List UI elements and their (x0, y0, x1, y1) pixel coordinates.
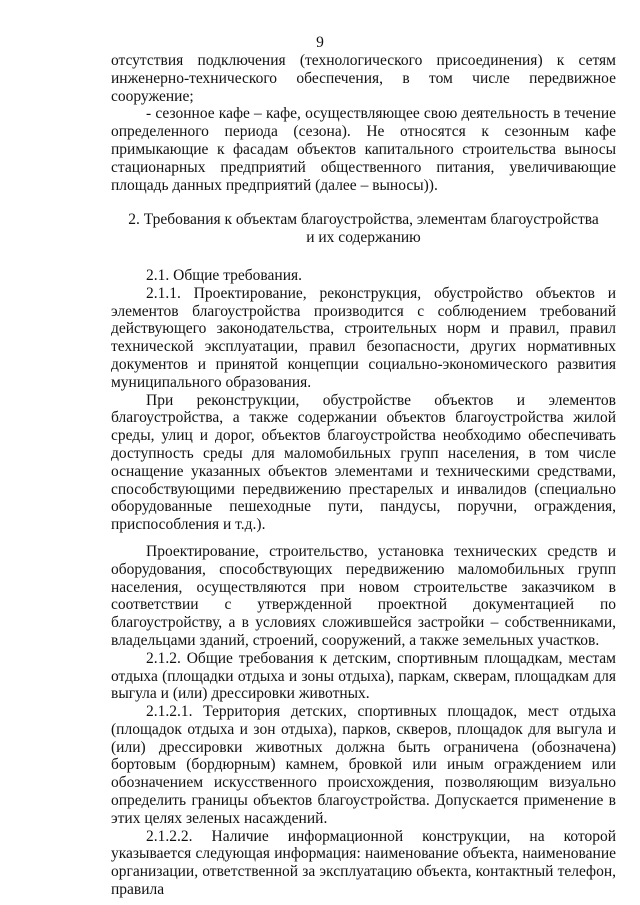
document-body (111, 52, 616, 899)
section-heading-line-2: и их содержанию (306, 229, 421, 247)
paragraph-2-1-2: 2.1.2. Общие требования к детским, спортивным площадкам, местам отдыха (площадки отдыха и зоны отдыха), паркам, скверам, площадкам для выгула и (или) дрессировки животных. (111, 649, 616, 703)
paragraph-design-construction: Проектирование, строительство, установка технических средств и оборудования, способствующих передвижению маломобильных групп населения, осуществляются при новом строительстве заказчиком в соответствии с утвержденной проектной документацией по благоустройству, а в условиях сложившейся застройки – собственниками, владельцами зданий, строений, сооружений, а также земельных участков. (111, 542, 616, 649)
paragraph-2-1-2-1: 2.1.2.1. Территория детских, спортивных площадок, мест отдыха (площадок отдыха и зон отдыха), парков, скверов, площадок для выгула и (или) дрессировки животных должна быть ограничена (обозначена) бортовым (бордюрным) камнем, бровкой или иным ограждением или обозначением искусственного происхождения, позволяющим визуально определить границы объектов благоустройства. Допускается применение в этих целях зеленых насаждений. (111, 703, 616, 827)
page-number: 9 (316, 34, 324, 51)
spacer (111, 247, 616, 267)
paragraph-accessibility: При реконструкции, обустройстве объектов и элементов благоустройства, а также содержании объектов благоустройства жилой среды, улиц и дорог, объектов благоустройства необходимо обеспечивать доступность среды для маломобильных групп населения, в том числе оснащение указанных объектов элементами и техническими средствами, способствующими передвижению престарелых и инвалидов (специально оборудованные пешеходные пути, пандусы, поручни, ограждения, приспособления и т.д.). (111, 391, 616, 534)
spacer (111, 194, 616, 211)
paragraph-seasonal-cafe: - сезонное кафе – кафе, осуществляющее свою деятельность в течение определенного периода (сезона). Не относятся к сезонным кафе примыкающие к фасадам объектов капитального строительства выносы стационарных предприятий общественного питания, увеличивающие площадь данных предприятий (далее – выносы)). (111, 105, 616, 194)
spacer (111, 534, 616, 543)
paragraph-continuation: отсутствия подключения (технологического присоединения) к сетям инженерно-технического обеспечения, в том числе передвижное сооружение; (111, 52, 616, 105)
paragraph-2-1-2-2: 2.1.2.2. Наличие информационной конструкции, на которой указывается следующая информация: наименование объекта, наименование организации, ответственной за эксплуатацию объекта, контактный телефон, правила (111, 827, 616, 899)
subsection-heading-2-1: 2.1. Общие требования. (146, 266, 303, 284)
paragraph-2-1-1: 2.1.1. Проектирование, реконструкция, обустройство объектов и элементов благоустройства производится с соблюдением требований действующего законодательства, строительных норм и правил, правил технической эксплуатации, правил безопасности, других нормативных документов и принятой концепции социально-экономического развития муниципального образования. (111, 284, 616, 391)
section-heading-line-1: 2. Требования к объектам благоустройства, элементам благоустройства (128, 211, 599, 229)
